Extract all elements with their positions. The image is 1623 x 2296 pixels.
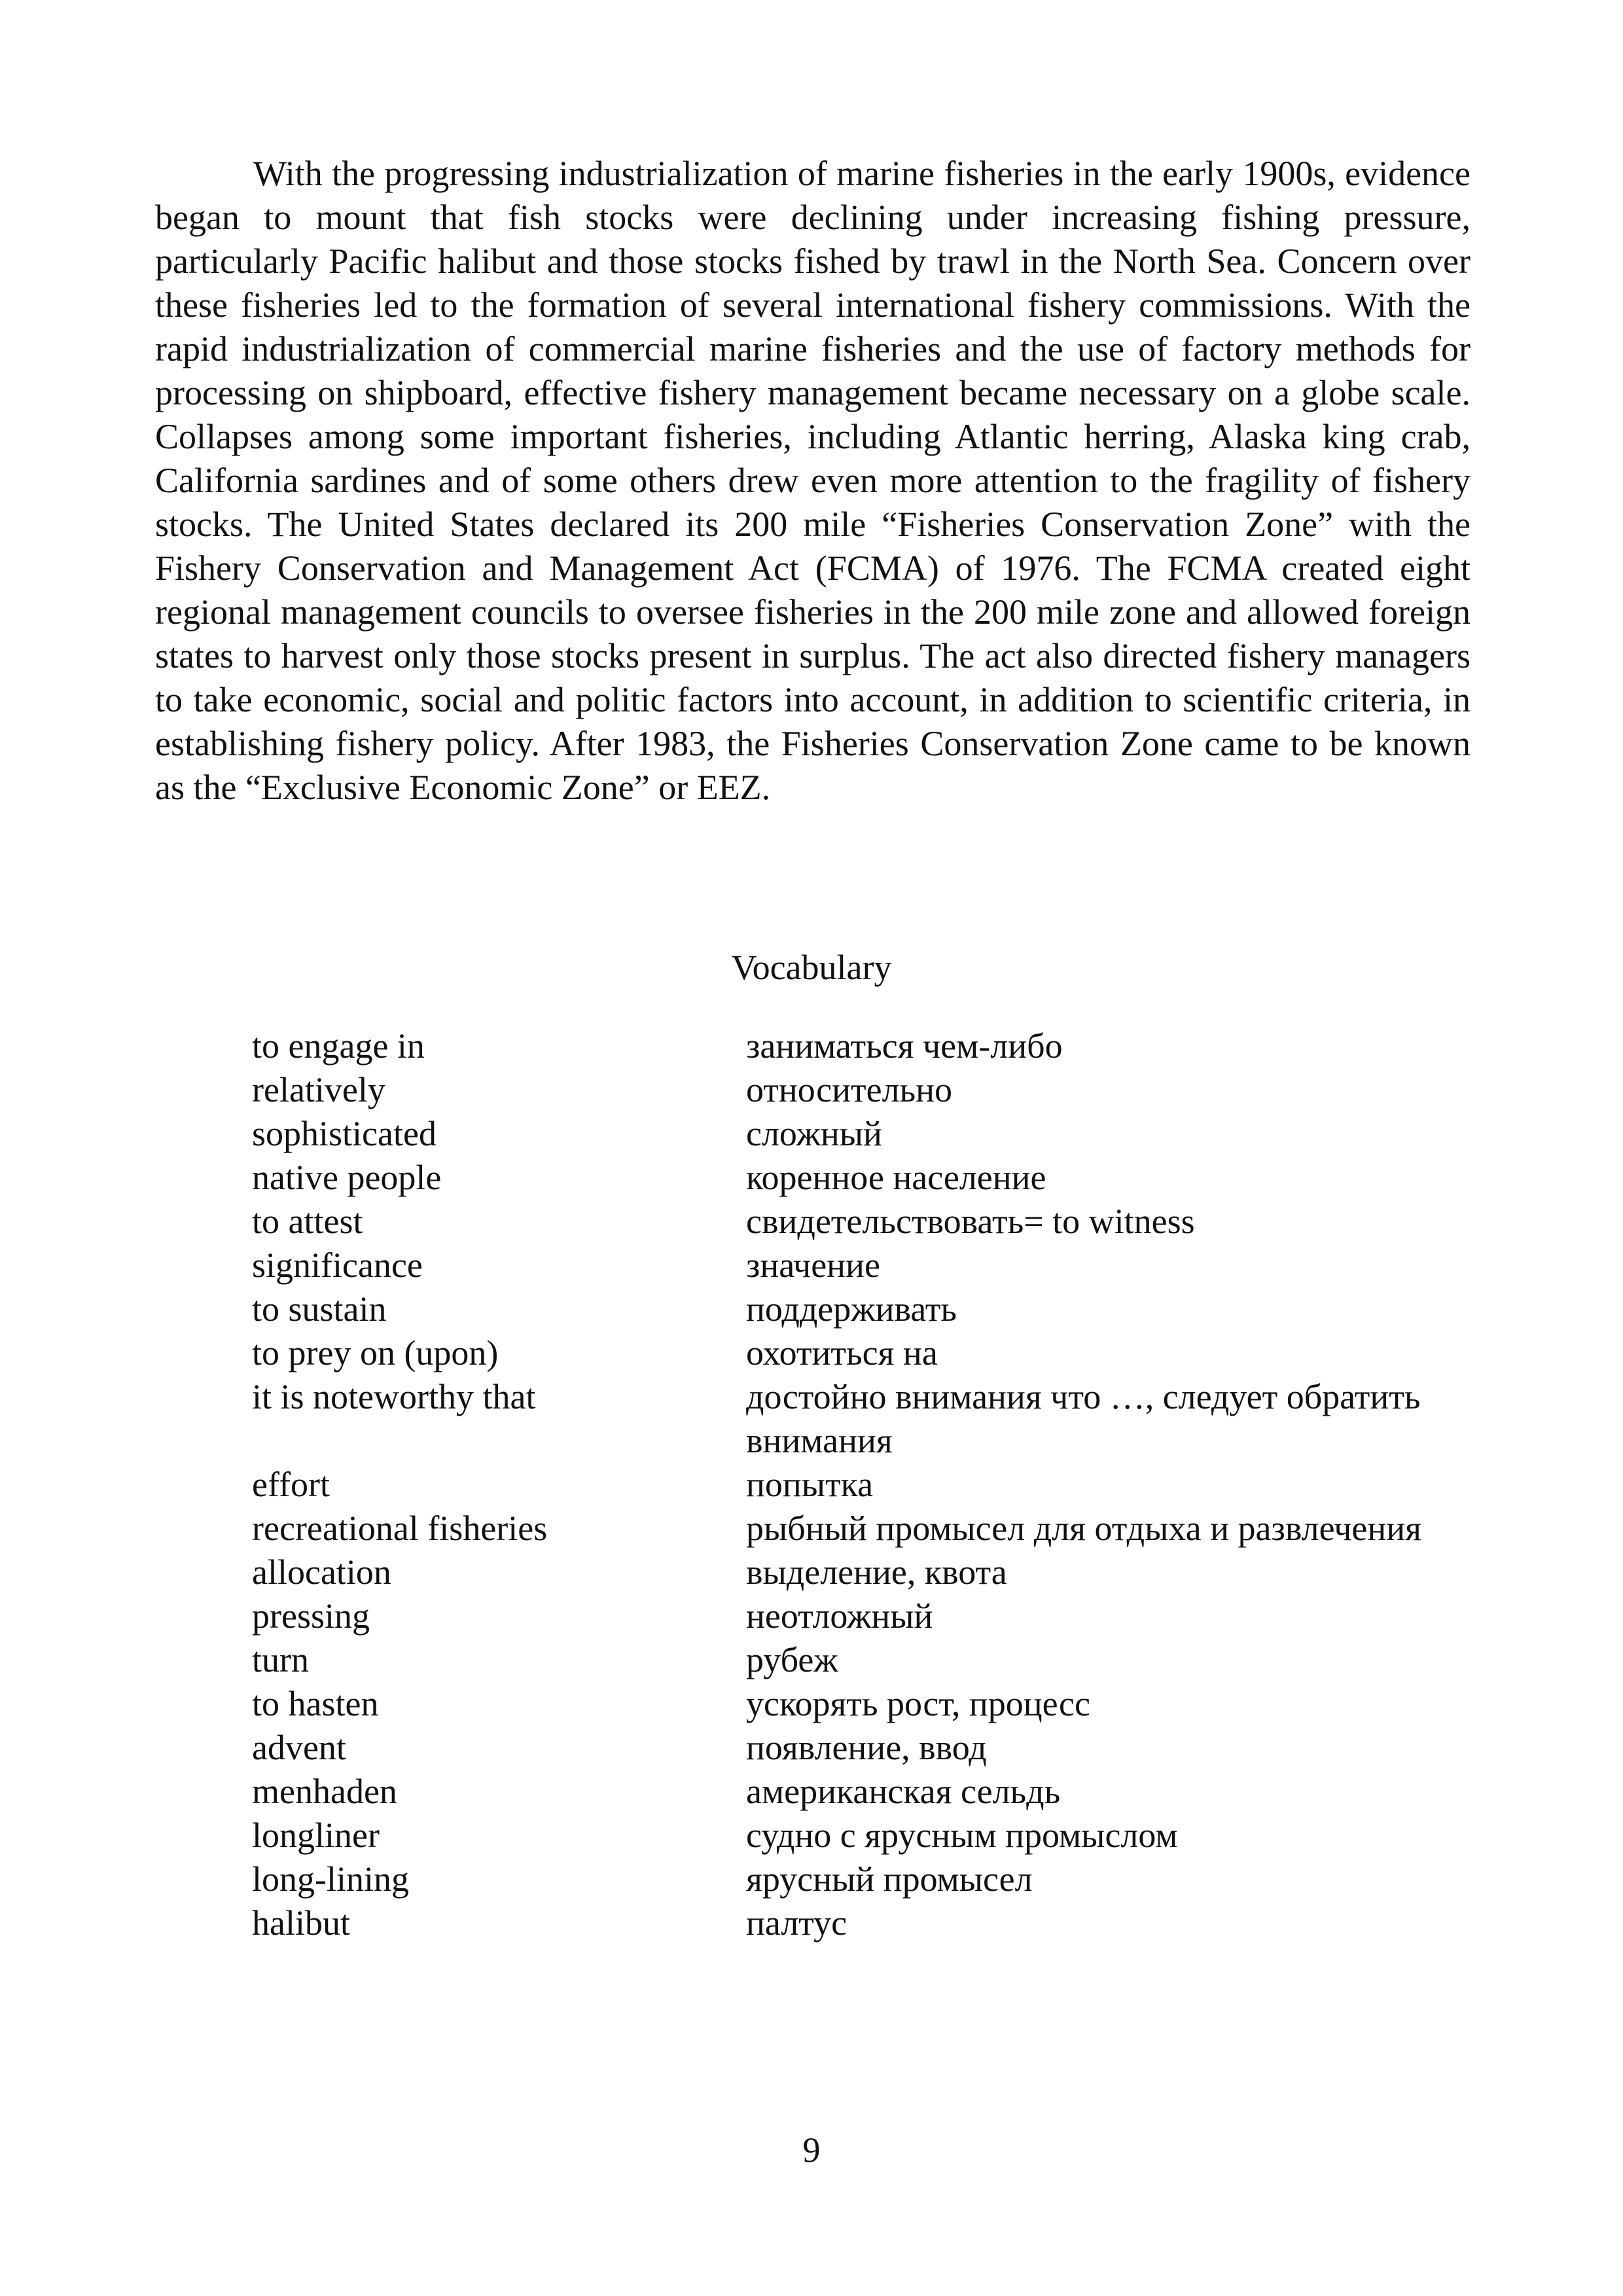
- vocabulary-entry: [252, 1594, 1476, 1638]
- vocabulary-entry: [252, 1024, 1476, 1068]
- vocabulary-term: native people: [252, 1158, 442, 1197]
- vocabulary-definition: палтус: [746, 1903, 847, 1943]
- vocabulary-entry: [252, 1200, 1476, 1244]
- vocabulary-definition: коренное население: [746, 1158, 1046, 1197]
- vocabulary-definition: судно с ярусным промыслом: [746, 1816, 1178, 1855]
- vocabulary-entry: [252, 1112, 1476, 1156]
- vocabulary-definition: рубеж: [746, 1640, 838, 1679]
- vocabulary-entry: [252, 1551, 1476, 1594]
- vocabulary-term: to sustain: [252, 1289, 387, 1329]
- vocabulary-term: sophisticated: [252, 1114, 437, 1153]
- vocabulary-term: allocation: [252, 1552, 391, 1592]
- vocabulary-entry: [252, 1901, 1476, 1945]
- vocabulary-entry: [252, 1507, 1476, 1551]
- vocabulary-definition: достойно внимания что …, следует обратить внимания: [746, 1377, 1421, 1460]
- vocabulary-definition: сложный: [746, 1114, 882, 1153]
- vocabulary-definition: выделение, квота: [746, 1552, 1007, 1592]
- vocabulary-definition: появление, ввод: [746, 1728, 987, 1767]
- vocabulary-entry: [252, 1068, 1476, 1112]
- vocabulary-entry: [252, 1331, 1476, 1375]
- vocabulary-term: effort: [252, 1465, 330, 1504]
- vocabulary-entry: [252, 1287, 1476, 1331]
- vocabulary-term: to engage in: [252, 1026, 425, 1066]
- body-paragraph: With the progressing industrialization of marine fisheries in the early 1900s, evidence began to mount that fish stocks were declining under increasing fishing pressure, particularly Pacific halibut and those stocks fished by trawl in the North Sea. Concern over these fisheries led to the formation of several international fishery commissions. With the rapid industrialization of commercial marine fisheries and the use of factory methods for processing on shipboard, effective fishery management became necessary on a globe scale. Collapses among some important fisheries, including Atlantic herring, Alaska king crab, California sardines and of some others drew even more attention to the fragility of fishery stocks. The United States declared its 200 mile “Fisheries Conservation Zone” with the Fishery Conservation and Management Act (FCMA) of 1976. The FCMA created eight regional management councils to oversee fisheries in the 200 mile zone and allowed foreign states to harvest only those stocks present in surplus. The act also directed fishery managers to take economic, social and politic factors into account, in addition to scientific criteria, in establishing fishery policy. After 1983, the Fisheries Conservation Zone came to be known as the “Exclusive Economic Zone” or EEZ.: [155, 154, 1471, 807]
- vocabulary-definition: ускорять рост, процесс: [746, 1684, 1090, 1723]
- vocabulary-entry: [252, 1857, 1476, 1901]
- vocabulary-term: halibut: [252, 1903, 350, 1943]
- vocabulary-definition: поддерживать: [746, 1289, 957, 1329]
- vocabulary-term: to prey on (upon): [252, 1333, 499, 1372]
- vocabulary-term: to attest: [252, 1202, 363, 1241]
- vocabulary-list: [252, 1024, 1476, 1945]
- vocabulary-entry: [252, 1463, 1476, 1507]
- vocabulary-definition: американская сельдь: [746, 1772, 1061, 1811]
- vocabulary-definition: значение: [746, 1246, 880, 1285]
- vocabulary-definition: рыбный промысел для отдыха и развлечения: [746, 1509, 1421, 1548]
- vocabulary-entry: [252, 1638, 1476, 1682]
- page-number: 9: [802, 2130, 821, 2170]
- vocabulary-entry: [252, 1244, 1476, 1287]
- vocabulary-definition: ярусный промысел: [746, 1859, 1033, 1899]
- vocabulary-entry: [252, 1682, 1476, 1726]
- vocabulary-definition: заниматься чем-либо: [746, 1026, 1063, 1066]
- vocabulary-definition: свидетельствовать= to witness: [746, 1202, 1195, 1241]
- vocabulary-term: recreational fisheries: [252, 1509, 548, 1548]
- vocabulary-entry: [252, 1156, 1476, 1200]
- vocabulary-term: longliner: [252, 1816, 380, 1855]
- vocabulary-term: significance: [252, 1246, 423, 1285]
- vocabulary-definition: охотиться на: [746, 1333, 938, 1372]
- vocabulary-term: pressing: [252, 1596, 370, 1636]
- vocabulary-term: relatively: [252, 1070, 385, 1109]
- vocabulary-term: turn: [252, 1640, 309, 1679]
- vocabulary-entry: [252, 1814, 1476, 1857]
- vocabulary-term: to hasten: [252, 1684, 379, 1723]
- vocabulary-entry: [252, 1726, 1476, 1770]
- vocabulary-definition: неотложный: [746, 1596, 933, 1636]
- vocabulary-term: it is noteworthy that: [252, 1377, 536, 1416]
- vocabulary-term: long-lining: [252, 1859, 409, 1899]
- vocabulary-heading: Vocabulary: [731, 948, 892, 987]
- vocabulary-entry: [252, 1770, 1476, 1814]
- vocabulary-definition: попытка: [746, 1465, 874, 1504]
- vocabulary-entry: [252, 1375, 1476, 1463]
- vocabulary-term: menhaden: [252, 1772, 397, 1811]
- vocabulary-term: advent: [252, 1728, 346, 1767]
- vocabulary-definition: относительно: [746, 1070, 953, 1109]
